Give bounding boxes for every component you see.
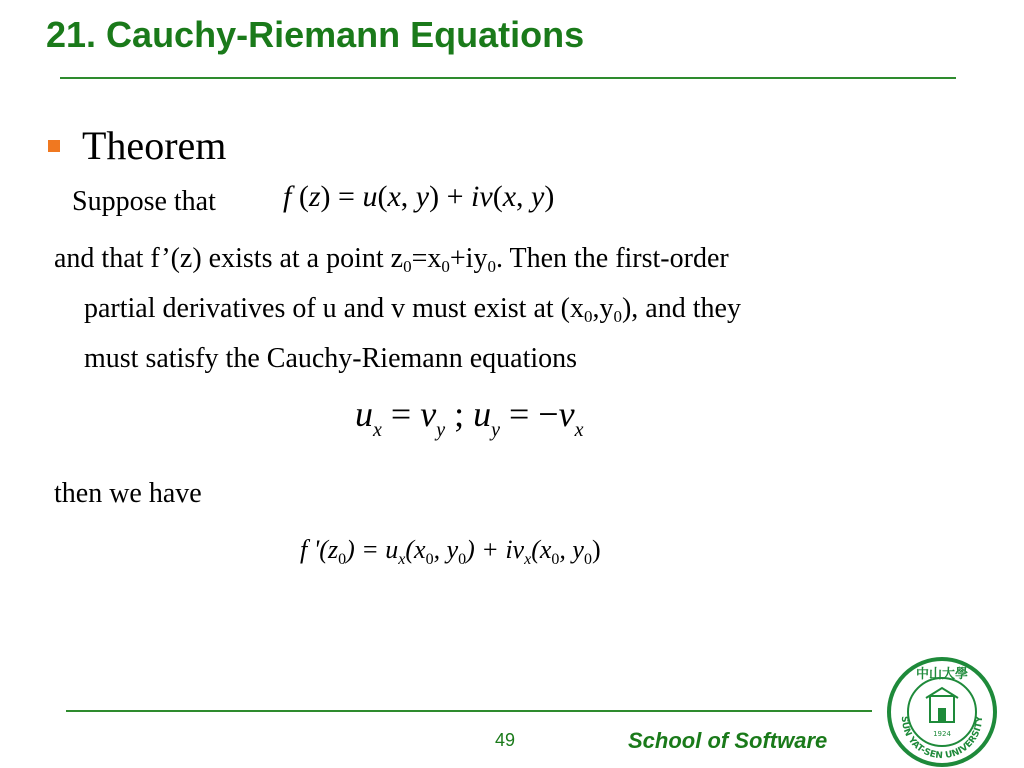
derivative-formula: f '$(z_0) = u_x(x_0$, $y_0) + iv_x(x_0$, $y_0$) <box>300 535 601 568</box>
bullet-square-icon <box>48 140 60 152</box>
slide-title: 21. Cauchy-Riemann Equations <box>46 14 585 55</box>
then-we-have-text: then we have <box>54 478 202 509</box>
svg-text:1924: 1924 <box>933 730 951 738</box>
statement-line-2: partial derivatives of u and v must exist at $(x_0,y_0)$, and they <box>84 293 741 326</box>
svg-text:中山大學: 中山大學 <box>915 667 969 682</box>
svg-text:SUN YAT-SEN UNIVERSITY: SUN YAT-SEN UNIVERSITY <box>898 715 986 762</box>
footer-rule <box>66 710 872 712</box>
title-underline <box>60 77 956 79</box>
statement-line-3: must satisfy the Cauchy-Riemann equations <box>84 343 578 374</box>
page-number: 49 <box>495 730 516 750</box>
function-definition-equation: f (z) = u(x, y) + iv(x, y) <box>283 180 555 213</box>
footer-school-name: School of Software <box>628 728 828 753</box>
theorem-heading: Theorem <box>82 123 227 168</box>
statement-line-1: and that f’(z) exists at a point $z_0=x_0+iy_0$. Then the first-order <box>54 243 729 276</box>
cauchy-riemann-equations: $u_x = v_y$ ; $u_y = -v_x$ <box>355 394 584 441</box>
suppose-text: Suppose that <box>72 186 216 217</box>
university-seal-icon <box>886 656 998 768</box>
theorem-statement <box>54 238 954 380</box>
